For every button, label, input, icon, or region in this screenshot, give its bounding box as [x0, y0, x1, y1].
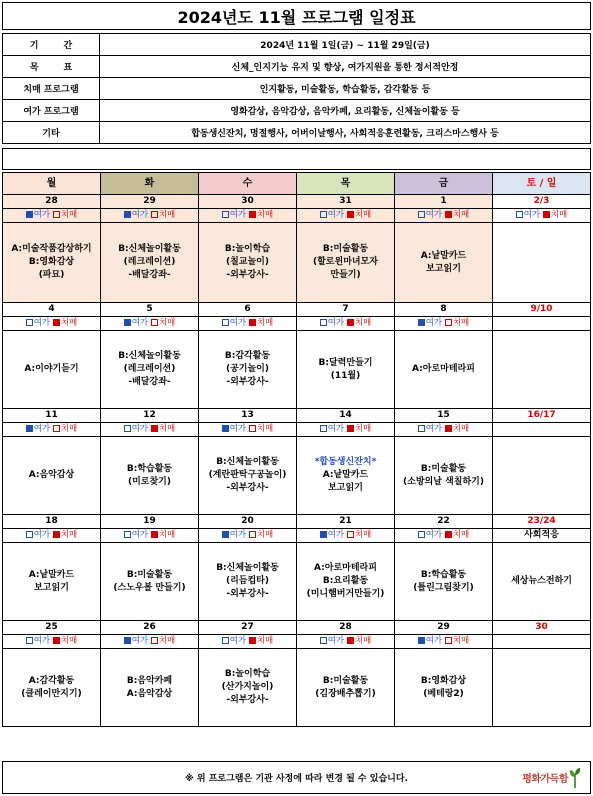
info-table — [2, 33, 591, 144]
checkbox-empty-icon — [151, 637, 158, 644]
date-cell: 30 — [493, 621, 591, 635]
checkbox-empty-icon — [26, 531, 33, 538]
checkbox-checked-icon — [249, 211, 256, 218]
date-cell: 22 — [395, 515, 493, 529]
tag-cell — [493, 209, 591, 223]
date-cell: 11 — [3, 409, 101, 423]
tag-leisure-label: 여가 — [33, 636, 51, 646]
program-text: B:영화감상 (베테랑2) — [420, 675, 467, 699]
tag-pair — [26, 636, 78, 646]
tag-cell — [101, 529, 199, 543]
tag-pair — [124, 318, 176, 328]
tag-cell — [493, 529, 591, 543]
program-text: B:음악카페 A:음악감상 — [126, 675, 173, 699]
program-text: B:미술활동 (김장배추뽑기) — [315, 675, 376, 699]
checkbox-checked-icon — [445, 211, 452, 218]
footer-note — [2, 761, 591, 794]
checkbox-empty-icon — [222, 637, 229, 644]
program-text: B:신체놀이활동 (리듬컵타) -외부강사- — [216, 563, 279, 599]
checkbox-checked-icon — [151, 531, 158, 538]
tag-dementia-label: 치매 — [60, 636, 78, 646]
info-key: 기 간 — [3, 34, 100, 56]
checkbox-empty-icon — [26, 637, 33, 644]
checkbox-checked-icon — [418, 319, 425, 326]
logo-text: 평화가득함 — [522, 773, 568, 785]
program-cell — [199, 331, 297, 409]
checkbox-empty-icon — [53, 425, 60, 432]
info-key: 여가 프로그램 — [3, 100, 100, 122]
program-text: A:감각활동 (클레이만지기) — [21, 675, 82, 699]
tag-pair — [222, 530, 274, 540]
info-value: 인지활동, 미술활동, 학습활동, 감각활동 등 — [100, 78, 591, 100]
checkbox-checked-icon — [249, 319, 256, 326]
checkbox-checked-icon — [53, 531, 60, 538]
program-cell — [3, 649, 101, 727]
tag-dementia-label: 치매 — [158, 530, 176, 540]
tag-dementia-label: 치매 — [158, 318, 176, 328]
tag-dementia-label: 치매 — [354, 424, 372, 434]
tag-dementia-label: 치매 — [354, 636, 372, 646]
tag-cell — [297, 209, 395, 223]
checkbox-empty-icon — [124, 531, 131, 538]
date-cell: 19 — [101, 515, 199, 529]
tag-dementia-label: 치매 — [60, 318, 78, 328]
checkbox-checked-icon — [124, 319, 131, 326]
tag-cell — [199, 317, 297, 331]
program-cell — [3, 331, 101, 409]
tag-pair — [320, 210, 372, 220]
checkbox-empty-icon — [445, 637, 452, 644]
info-row — [3, 34, 591, 56]
program-cell — [395, 223, 493, 303]
date-row — [3, 303, 591, 317]
checkbox-checked-icon — [347, 211, 354, 218]
tag-dementia-label: 치매 — [158, 210, 176, 220]
info-key: 치매 프로그램 — [3, 78, 100, 100]
tag-row — [3, 423, 591, 437]
tag-leisure-label: 여가 — [327, 210, 345, 220]
checkbox-empty-icon — [516, 211, 523, 218]
tag-dementia-label: 치매 — [256, 424, 274, 434]
tag-cell — [493, 423, 591, 437]
program-row — [3, 437, 591, 515]
tag-cell — [297, 529, 395, 543]
tag-leisure-label: 여가 — [523, 210, 541, 220]
checkbox-empty-icon — [26, 319, 33, 326]
program-cell — [493, 223, 591, 303]
date-row — [3, 621, 591, 635]
checkbox-checked-icon — [26, 425, 33, 432]
date-cell: 16/17 — [493, 409, 591, 423]
date-cell: 12 — [101, 409, 199, 423]
tag-pair — [26, 210, 78, 220]
date-cell: 13 — [199, 409, 297, 423]
program-text: B:달력만들기 (11월) — [318, 357, 373, 381]
tag-leisure-label: 여가 — [425, 530, 443, 540]
checkbox-empty-icon — [222, 211, 229, 218]
program-cell — [395, 649, 493, 727]
info-row — [3, 56, 591, 78]
tag-cell — [3, 529, 101, 543]
tag-cell — [3, 635, 101, 649]
tag-dementia-label: 치매 — [550, 210, 568, 220]
program-text: A:낱말카드 보고읽기 — [420, 250, 467, 274]
checkbox-empty-icon — [320, 319, 327, 326]
date-row — [3, 195, 591, 209]
info-key: 기타 — [3, 122, 100, 144]
program-cell — [297, 543, 395, 621]
tag-leisure-label: 여가 — [327, 424, 345, 434]
program-cell — [395, 437, 493, 515]
date-cell: 15 — [395, 409, 493, 423]
info-value: 합동생신잔치, 명절행사, 어버이날행사, 사회적응훈련활동, 크리스마스행사 등 — [100, 122, 591, 144]
day-header: 화 — [101, 173, 199, 195]
checkbox-checked-icon — [543, 211, 550, 218]
tag-row — [3, 529, 591, 543]
info-row — [3, 78, 591, 100]
checkbox-empty-icon — [418, 425, 425, 432]
page-title: 2024년도 11월 프로그램 일정표 — [2, 2, 591, 30]
checkbox-empty-icon — [151, 319, 158, 326]
tag-dementia-label: 치매 — [452, 318, 470, 328]
program-cell — [493, 649, 591, 727]
date-cell: 29 — [101, 195, 199, 209]
program-cell — [493, 437, 591, 515]
tag-pair — [320, 318, 372, 328]
tag-cell — [297, 423, 395, 437]
footer-text: ※ 위 프로그램은 기관 사정에 따라 변경 될 수 있습니다. — [185, 774, 408, 784]
tag-leisure-label: 여가 — [327, 318, 345, 328]
program-row — [3, 223, 591, 303]
date-cell: 6 — [199, 303, 297, 317]
date-cell: 28 — [3, 195, 101, 209]
program-text: A:음악감상 — [28, 470, 75, 480]
tag-leisure-label: 여가 — [33, 530, 51, 540]
tag-pair — [222, 636, 274, 646]
tag-pair — [418, 530, 470, 540]
program-cell — [199, 437, 297, 515]
org-logo — [522, 766, 582, 788]
program-cell — [101, 543, 199, 621]
date-cell: 23/24 — [493, 515, 591, 529]
program-cell — [493, 543, 591, 621]
tag-leisure-label: 여가 — [229, 424, 247, 434]
tag-dementia-label: 치매 — [256, 636, 274, 646]
program-cell — [297, 649, 395, 727]
tag-cell — [395, 529, 493, 543]
checkbox-checked-icon — [320, 531, 327, 538]
checkbox-empty-icon — [124, 425, 131, 432]
checkbox-checked-icon — [26, 211, 33, 218]
program-text: B:신체놀이활동 (레크레이션) -배달강좌- — [118, 351, 181, 387]
date-cell: 4 — [3, 303, 101, 317]
date-cell: 25 — [3, 621, 101, 635]
program-cell — [493, 331, 591, 409]
checkbox-empty-icon — [249, 425, 256, 432]
tag-cell — [395, 209, 493, 223]
tag-pair — [124, 530, 176, 540]
tag-cell — [493, 635, 591, 649]
program-cell — [3, 543, 101, 621]
tag-cell — [395, 317, 493, 331]
info-key: 목 표 — [3, 56, 100, 78]
tag-pair — [124, 210, 176, 220]
tag-pair — [124, 636, 176, 646]
checkbox-empty-icon — [249, 531, 256, 538]
program-text: B:학습활동 (미로찾기) — [126, 463, 173, 487]
program-cell — [297, 331, 395, 409]
info-row — [3, 100, 591, 122]
date-cell: 21 — [297, 515, 395, 529]
date-cell: 30 — [199, 195, 297, 209]
program-text: B:미술활동 (소방의날 색칠하기) — [403, 463, 484, 487]
tag-dementia-label: 치매 — [354, 530, 372, 540]
tag-cell — [101, 423, 199, 437]
date-cell: 7 — [297, 303, 395, 317]
tag-pair — [26, 318, 78, 328]
program-cell — [395, 331, 493, 409]
calendar-table — [2, 172, 591, 727]
program-cell — [3, 223, 101, 303]
day-header-row — [3, 173, 591, 195]
date-row — [3, 515, 591, 529]
checkbox-empty-icon — [53, 211, 60, 218]
tag-dementia-label: 치매 — [354, 210, 372, 220]
tag-row — [3, 209, 591, 223]
tag-leisure-label: 여가 — [229, 530, 247, 540]
tag-leisure-label: 여가 — [131, 530, 149, 540]
tag-pair — [418, 318, 470, 328]
tag-leisure-label: 여가 — [33, 424, 51, 434]
program-row — [3, 649, 591, 727]
tag-extra-text: 사회적응 — [524, 530, 559, 540]
date-cell: 5 — [101, 303, 199, 317]
checkbox-empty-icon — [151, 211, 158, 218]
program-cell — [297, 437, 395, 515]
checkbox-empty-icon — [445, 319, 452, 326]
tag-cell — [395, 635, 493, 649]
checkbox-empty-icon — [222, 319, 229, 326]
tag-cell — [199, 423, 297, 437]
tag-cell — [199, 635, 297, 649]
tag-dementia-label: 치매 — [256, 318, 274, 328]
program-text: A:미술작품감상하기 B:영화감상 (파묘) — [11, 244, 92, 280]
tag-cell — [3, 423, 101, 437]
program-text: B:학습활동 (틀린그림찾기) — [413, 569, 474, 593]
tag-cell — [199, 529, 297, 543]
program-row — [3, 331, 591, 409]
tag-leisure-label: 여가 — [425, 424, 443, 434]
program-text: A:낱말카드 보고읽기 — [322, 470, 369, 493]
tag-leisure-label: 여가 — [425, 210, 443, 220]
tag-leisure-label: 여가 — [131, 210, 149, 220]
blank-row — [2, 148, 591, 170]
tag-cell — [101, 635, 199, 649]
tag-pair — [418, 210, 470, 220]
date-cell: 28 — [297, 621, 395, 635]
tag-dementia-label: 치매 — [452, 530, 470, 540]
tag-row — [3, 635, 591, 649]
program-cell — [199, 223, 297, 303]
tag-dementia-label: 치매 — [60, 424, 78, 434]
tag-dementia-label: 치매 — [452, 424, 470, 434]
tag-cell — [297, 635, 395, 649]
program-cell — [395, 543, 493, 621]
tag-dementia-label: 치매 — [354, 318, 372, 328]
tag-leisure-label: 여가 — [229, 636, 247, 646]
date-cell: 2/3 — [493, 195, 591, 209]
checkbox-checked-icon — [53, 637, 60, 644]
date-cell: 20 — [199, 515, 297, 529]
tag-leisure-label: 여가 — [33, 210, 51, 220]
program-cell — [101, 649, 199, 727]
info-value: 신체_인지기능 유지 및 향상, 여가지원을 통한 정서적안정 — [100, 56, 591, 78]
program-text: B:미술활동 (스노우볼 만들기) — [113, 569, 186, 593]
date-cell: 1 — [395, 195, 493, 209]
checkbox-checked-icon — [53, 319, 60, 326]
tag-pair — [222, 318, 274, 328]
program-cell — [101, 223, 199, 303]
tag-pair — [222, 424, 274, 434]
program-text: B:신체놀이활동 (계란판탁구공놀이) -외부강사- — [208, 457, 287, 493]
tag-dementia-label: 치매 — [158, 424, 176, 434]
program-cell — [297, 223, 395, 303]
tag-leisure-label: 여가 — [327, 636, 345, 646]
program-cell — [101, 437, 199, 515]
tag-cell — [493, 317, 591, 331]
checkbox-checked-icon — [151, 425, 158, 432]
tag-row — [3, 317, 591, 331]
tag-cell — [297, 317, 395, 331]
date-cell: 8 — [395, 303, 493, 317]
checkbox-checked-icon — [124, 211, 131, 218]
tag-pair — [26, 530, 78, 540]
date-cell: 9/10 — [493, 303, 591, 317]
special-event: *합동생신잔치* — [314, 457, 377, 467]
tag-dementia-label: 치매 — [256, 210, 274, 220]
day-header: 금 — [395, 173, 493, 195]
tag-dementia-label: 치매 — [158, 636, 176, 646]
date-cell: 27 — [199, 621, 297, 635]
checkbox-empty-icon — [347, 531, 354, 538]
tag-pair — [516, 210, 568, 220]
checkbox-checked-icon — [222, 531, 229, 538]
tag-dementia-label: 치매 — [60, 530, 78, 540]
date-cell: 18 — [3, 515, 101, 529]
tag-dementia-label: 치매 — [452, 636, 470, 646]
tag-pair — [418, 424, 470, 434]
date-cell: 29 — [395, 621, 493, 635]
date-cell: 31 — [297, 195, 395, 209]
checkbox-empty-icon — [320, 211, 327, 218]
tag-cell — [395, 423, 493, 437]
day-header: 토 / 일 — [493, 173, 591, 195]
date-cell: 26 — [101, 621, 199, 635]
program-cell — [199, 649, 297, 727]
tag-leisure-label: 여가 — [131, 636, 149, 646]
tag-leisure-label: 여가 — [425, 636, 443, 646]
tag-dementia-label: 치매 — [60, 210, 78, 220]
tag-pair — [418, 636, 470, 646]
day-header: 수 — [199, 173, 297, 195]
program-cell — [199, 543, 297, 621]
program-cell — [101, 331, 199, 409]
tag-dementia-label: 치매 — [452, 210, 470, 220]
tag-cell — [199, 209, 297, 223]
program-text: A:이야기듣기 — [24, 364, 79, 374]
tag-leisure-label: 여가 — [229, 210, 247, 220]
info-value: 2024년 11월 1일(금) ~ 11월 29일(금) — [100, 34, 591, 56]
info-value: 영화감상, 음악감상, 음악카페, 요리활동, 신체놀이활동 등 — [100, 100, 591, 122]
tag-leisure-label: 여가 — [33, 318, 51, 328]
date-cell: 14 — [297, 409, 395, 423]
tag-leisure-label: 여가 — [131, 424, 149, 434]
tag-leisure-label: 여가 — [229, 318, 247, 328]
program-text: A:낱말카드 보고읽기 — [28, 569, 75, 593]
checkbox-checked-icon — [418, 637, 425, 644]
program-text: B:감각활동 (공기놀이) -외부강사- — [224, 351, 271, 387]
day-header: 월 — [3, 173, 101, 195]
program-text: B:놀이학습 (칠교놀이) -외부강사- — [224, 244, 271, 280]
checkbox-empty-icon — [320, 425, 327, 432]
checkbox-checked-icon — [124, 637, 131, 644]
checkbox-empty-icon — [320, 637, 327, 644]
tag-leisure-label: 여가 — [131, 318, 149, 328]
checkbox-checked-icon — [347, 425, 354, 432]
tag-pair — [320, 424, 372, 434]
program-text: B:놀이학습 (산가지놀이) -외부강사- — [221, 669, 274, 705]
tag-cell — [3, 209, 101, 223]
program-text: B:미술활동 (할로윈마녀모자 만들기) — [313, 244, 378, 280]
tag-pair — [26, 424, 78, 434]
tag-leisure-label: 여가 — [327, 530, 345, 540]
info-row — [3, 122, 591, 144]
sprout-icon — [568, 766, 582, 788]
checkbox-checked-icon — [445, 531, 452, 538]
tag-cell — [101, 317, 199, 331]
checkbox-empty-icon — [418, 211, 425, 218]
date-row — [3, 409, 591, 423]
checkbox-checked-icon — [222, 425, 229, 432]
tag-cell — [3, 317, 101, 331]
program-row — [3, 543, 591, 621]
program-text: B:신체놀이활동 (레크레이션) -배달강좌- — [118, 244, 181, 280]
day-header: 목 — [297, 173, 395, 195]
tag-pair — [124, 424, 176, 434]
checkbox-checked-icon — [249, 637, 256, 644]
checkbox-checked-icon — [445, 425, 452, 432]
program-text: A:아로마테라피 — [412, 364, 475, 374]
checkbox-empty-icon — [418, 531, 425, 538]
tag-pair — [222, 210, 274, 220]
program-text: 세상뉴스전하기 — [511, 576, 572, 586]
program-cell — [3, 437, 101, 515]
tag-dementia-label: 치매 — [256, 530, 274, 540]
tag-cell — [101, 209, 199, 223]
checkbox-checked-icon — [347, 319, 354, 326]
program-text: A:아로마테라피 B:요리활동 (미니햄버거만들기) — [306, 563, 385, 599]
checkbox-checked-icon — [347, 637, 354, 644]
tag-pair — [320, 636, 372, 646]
tag-leisure-label: 여가 — [425, 318, 443, 328]
tag-pair — [320, 530, 372, 540]
